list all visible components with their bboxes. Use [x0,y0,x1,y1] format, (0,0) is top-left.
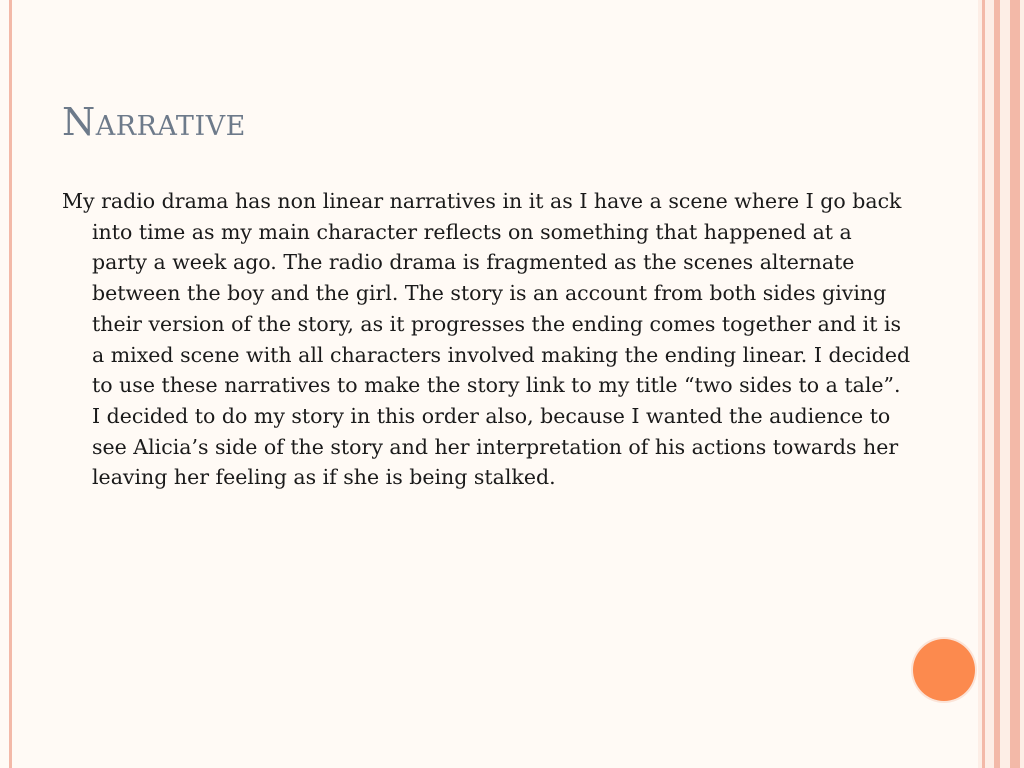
slide-body-text: My radio drama has non linear narratives in it as I have a scene where I go back into time as my main character reflects on something that happened at a party a week ago. The radio drama is fragmented as the scenes alternate between the boy and the girl. The story is an account from both sides giving their version of the story, as it progresses the ending comes together and it is a mixed scene with all characters involved making the ending linear. I decided to use these narratives to make the story link to my title “two sides to a tale”. I decided to do my story in this order also, because I wanted the audience to see Alicia’s side of the story and her interpretation of his actions towards her leaving her feeling as if she is being stalked. [62,189,911,490]
right-stripe-medium [994,0,1000,768]
left-accent-line [9,0,12,768]
right-stripe-thin [982,0,985,768]
orange-circle-decoration [913,639,975,701]
slide-title: Narrative [62,100,246,144]
right-stripe-wide [1010,0,1020,768]
